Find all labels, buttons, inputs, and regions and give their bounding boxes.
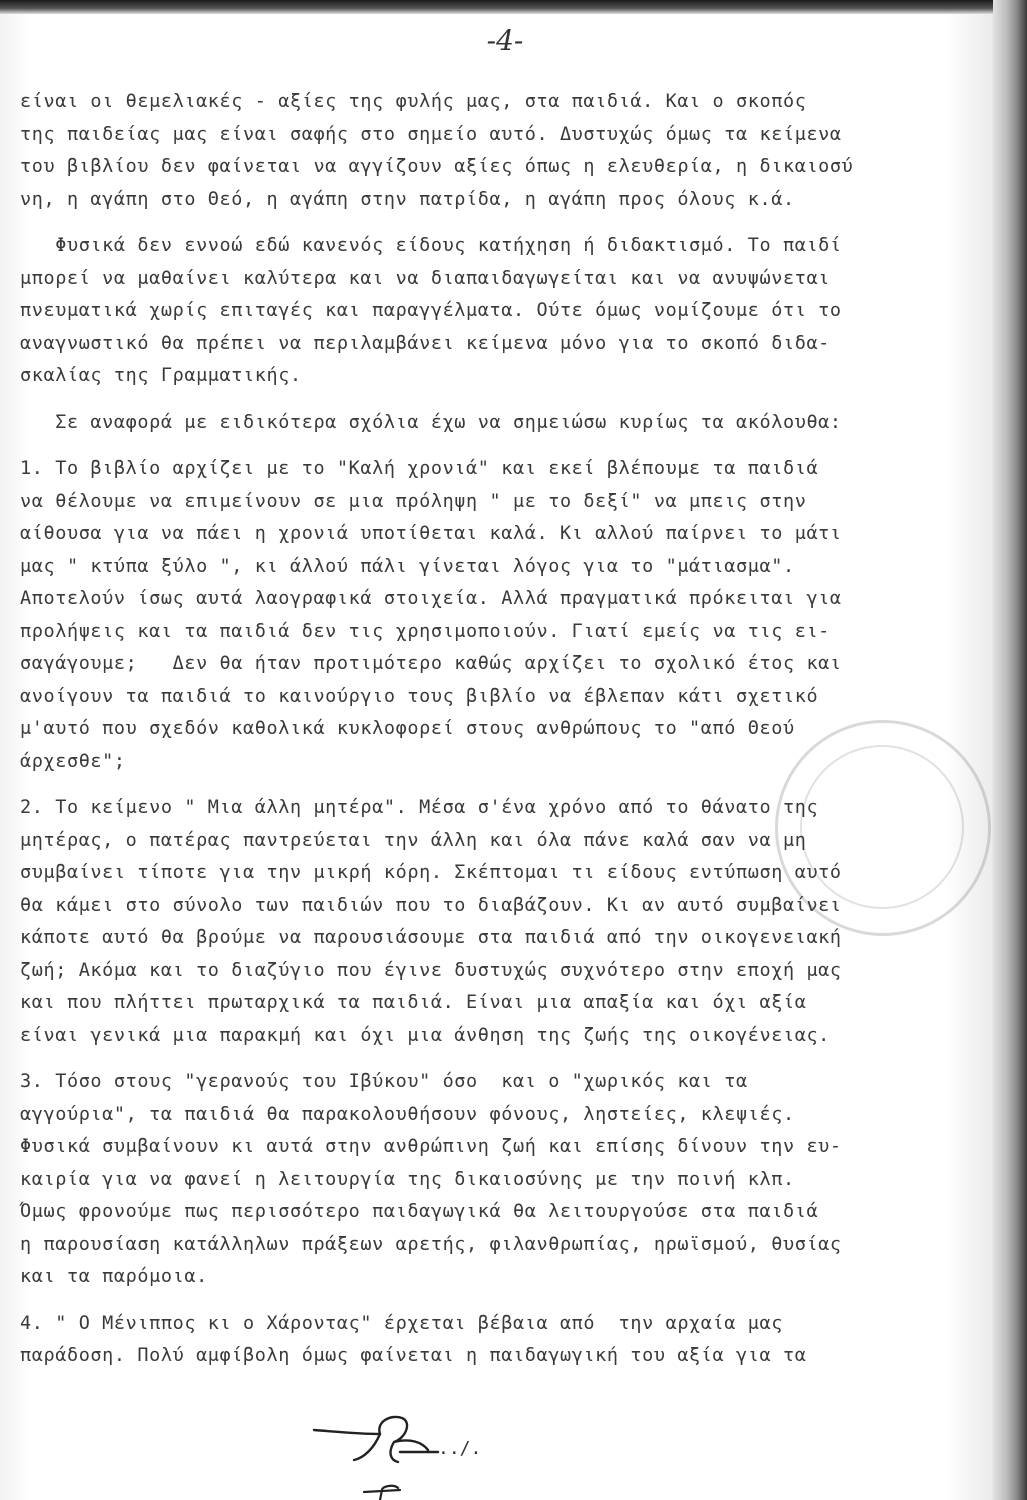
text-line: μπορεί να μαθαίνει καλύτερα και να διαπαιδαγωγείται και να ανυψώνεται <box>20 267 830 289</box>
text-line: Φυσικά συμβαίνουν κι αυτά στην ανθρώπινη ζωή και επίσης δίνουν την ευ- <box>20 1136 842 1157</box>
text-line: 4. " Ο Μένιππος κι ο Χάροντας" έρχεται βέβαια από την αρχαία μας <box>20 1312 783 1334</box>
text-line: καιρία για να φανεί η λειτουργία της δικαιοσύνης με την ποινή κλπ. <box>20 1168 795 1190</box>
text-line: θα κάμει στο σύνολο των παιδιών που το διαβάζουν. Κι αν αυτό συμβαίνει <box>20 894 842 916</box>
text-line: Όμως φρονούμε πως περισσότερο παιδαγωγικά θα λειτουργούσε στα παιδιά <box>20 1201 819 1222</box>
page-number: -4- <box>486 24 524 57</box>
text-line: της παιδείας μας είναι σαφής στο σημείο αυτό. Δυστυχώς όμως τα κείμενα <box>20 123 842 145</box>
text-line: αναγνωστικό θα πρέπει να περιλαμβάνει κείμενα μόνο για το σκοπό διδα- <box>20 332 830 354</box>
text-line: αίθουσα για να πάει η χρονιά υποτίθεται καλά. Κι αλλού παίρνει το μάτι <box>20 523 842 544</box>
text-line: να θέλουμε να επιμείνουν σε μια πρόληψη " με το δεξί" να μπεις στην <box>20 490 807 512</box>
bottom-ink-mark <box>360 1482 420 1500</box>
paragraph <box>20 1308 990 1373</box>
text-line: Σε αναφορά με ειδικότερα σχόλια έχω να σημειώσω κυρίως τα ακόλουθα: <box>20 411 842 433</box>
paragraph <box>20 230 990 393</box>
text-line: είναι οι θεμελιακές - αξίες της φυλής μας, στα παιδιά. Και ο σκοπός <box>20 91 807 112</box>
text-line: και που πλήττει πρωταρχικά τα παιδιά. Είναι μια απαξία και όχι αξία <box>20 992 807 1013</box>
text-line: και τα παρόμοια. <box>20 1266 208 1287</box>
text-line: σαγάγουμε; Δεν θα ήταν προτιμότερο καθώς αρχίζει το σχολικό έτος και <box>20 653 842 674</box>
text-line: του βιβλίου δεν φαίνεται να αγγίζουν αξίες όπως η ελευθερία, η δικαιοσύ <box>20 156 854 177</box>
text-line: η παρουσίαση κατάλληλων πράξεων αρετής, φιλανθρωπίας, ηρωϊσμού, θυσίας <box>20 1233 842 1255</box>
paragraph <box>20 86 990 216</box>
text-line: 1. Το βιβλίο αρχίζει με το "Καλή χρονιά" και εκεί βλέπουμε τα παιδιά <box>20 458 819 479</box>
paragraph <box>20 407 990 440</box>
scan-top-edge <box>0 0 1027 14</box>
scan-binding-edge <box>993 0 1027 1500</box>
text-line: σκαλίας της Γραμματικής. <box>20 365 302 386</box>
text-line: άρχεσθε"; <box>20 750 126 772</box>
text-line: πνευματικά χωρίς επιταγές και παραγγέλματα. Ούτε όμως νομίζουμε ότι το <box>20 300 842 321</box>
text-line: μητέρας, ο πατέρας παντρεύεται την άλλη και όλα πάνε καλά σαν να μη <box>20 829 807 851</box>
handwritten-signature <box>310 1408 490 1468</box>
paragraph <box>20 1066 990 1294</box>
text-line: συμβαίνει τίποτε για την μικρή κόρη. Σκέπτομαι τι είδους εντύπωση αυτό <box>20 862 842 883</box>
text-line: ανοίγουν τα παιδιά το καινούργιο τους βιβλίο να έβλεπαν κάτι σχετικό <box>20 685 819 707</box>
text-line: Αποτελούν ίσως αυτά λαογραφικά στοιχεία. Αλλά πραγματικά πρόκειται για <box>20 588 842 609</box>
text-line: ζωή; Ακόμα και το διαζύγιο που έγινε δυστυχώς συχνότερο στην εποχή μας <box>20 959 842 981</box>
paragraph <box>20 453 990 778</box>
text-line: 3. Τόσο στους "γερανούς του Ιβύκου" όσο και ο "χωρικός και τα <box>20 1071 748 1092</box>
text-line: προλήψεις και τα παιδιά δεν τις χρησιμοποιούν. Γιατί εμείς να τις ει- <box>20 620 830 642</box>
text-line: νη, η αγάπη στο Θεό, η αγάπη στην πατρίδα, η αγάπη προς όλους κ.ά. <box>20 188 795 210</box>
text-line: μας " κτύπα ξύλο ", κι άλλού πάλι γίνεται λόγος για το "μάτιασμα". <box>20 555 795 577</box>
text-line: παράδοση. Πολύ αμφίβολη όμως φαίνεται η παιδαγωγική του αξία για τα <box>20 1345 807 1366</box>
text-line: είναι γενικά μια παρακμή και όχι μια άνθηση της ζωής της οικογένειας. <box>20 1024 830 1046</box>
paragraph <box>20 792 990 1052</box>
text-line: κάποτε αυτό θα βρούμε να παρουσιάσουμε στα παιδιά από την οικογενειακή <box>20 927 842 948</box>
text-line: 2. Το κείμενο " Μια άλλη μητέρα". Μέσα σ'ένα χρόνο από το θάνατο της <box>20 797 819 818</box>
text-line: Φυσικά δεν εννοώ εδώ κανενός είδους κατήχηση ή διδακτισμό. Το παιδί <box>20 235 842 256</box>
text-line: μ'αυτό που σχεδόν καθολικά κυκλοφορεί στους ανθρώπους το "από Θεού <box>20 718 795 739</box>
text-line: αγγούρια", τα παιδιά θα παρακολουθήσουν φόνους, ληστείες, κλεψιές. <box>20 1103 795 1125</box>
continuation-mark: ../. <box>438 1438 482 1459</box>
body-text <box>20 86 990 1387</box>
